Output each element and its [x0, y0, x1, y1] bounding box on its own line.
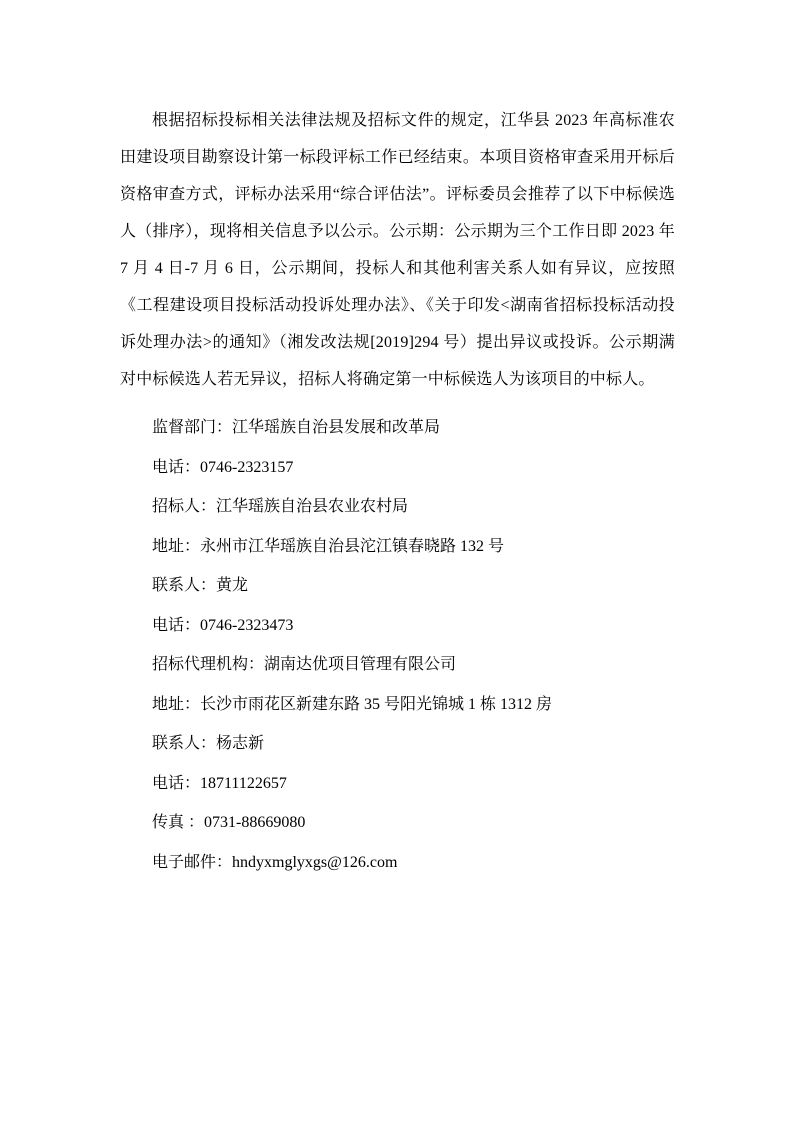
- agency-contact-person-line: 联系人：杨志新: [152, 735, 265, 752]
- agency-fax-line: 传真 ：0731-88669080: [152, 814, 306, 831]
- tenderer-address-line: 地址：永州市江华瑶族自治县沱江镇春晓路 132 号: [152, 537, 505, 555]
- agency-phone-line: 电话：18711122657: [152, 774, 287, 792]
- announcement-paragraph: 根据招标投标相关法律法规及招标文件的规定，江华县 2023 年高标准农田建设项目勘察设计第一标段评标工作已经结束。本项目资格审查采用开标后资格审查方式，评标办法采用“综合评估法”。评标委员会推荐了以下中标候选人（排序），现将相关信息予以公示。公示期：公示期为三个工作日即 2023 年 7 月 4 日-7 月 6 日，公示期间，投标人和其他利害关系人如有异议，应按照《工程建设项目投标活动投诉处理办法》、《关于印发<湖南省招标投标活动投诉处理办法>的通知》（湘发改法规[2019]294 号）提出异议或投诉。公示期满对中标候选人若无异议，招标人将确定第一中标候选人为该项目的中标人。: [120, 112, 675, 388]
- tenderer-line: 招标人：江华瑶族自治县农业农村局: [152, 498, 409, 515]
- supervision-department-line: 监督部门：江华瑶族自治县发展和改革局: [152, 419, 441, 436]
- tenderer-contact-person-line: 联系人：黄龙: [152, 577, 249, 594]
- agency-email-line: 电子邮件：hndyxmglyxgs@126.com: [152, 853, 398, 871]
- supervision-phone-line: 电话：0746-2323157: [152, 458, 294, 476]
- tenderer-phone-line: 电话：0746-2323473: [152, 616, 294, 634]
- agency-line: 招标代理机构：湖南达优项目管理有限公司: [152, 656, 457, 673]
- agency-address-line: 地址：长沙市雨花区新建东路 35 号阳光锦城 1 栋 1312 房: [152, 695, 553, 713]
- contact-info-block: [120, 408, 675, 882]
